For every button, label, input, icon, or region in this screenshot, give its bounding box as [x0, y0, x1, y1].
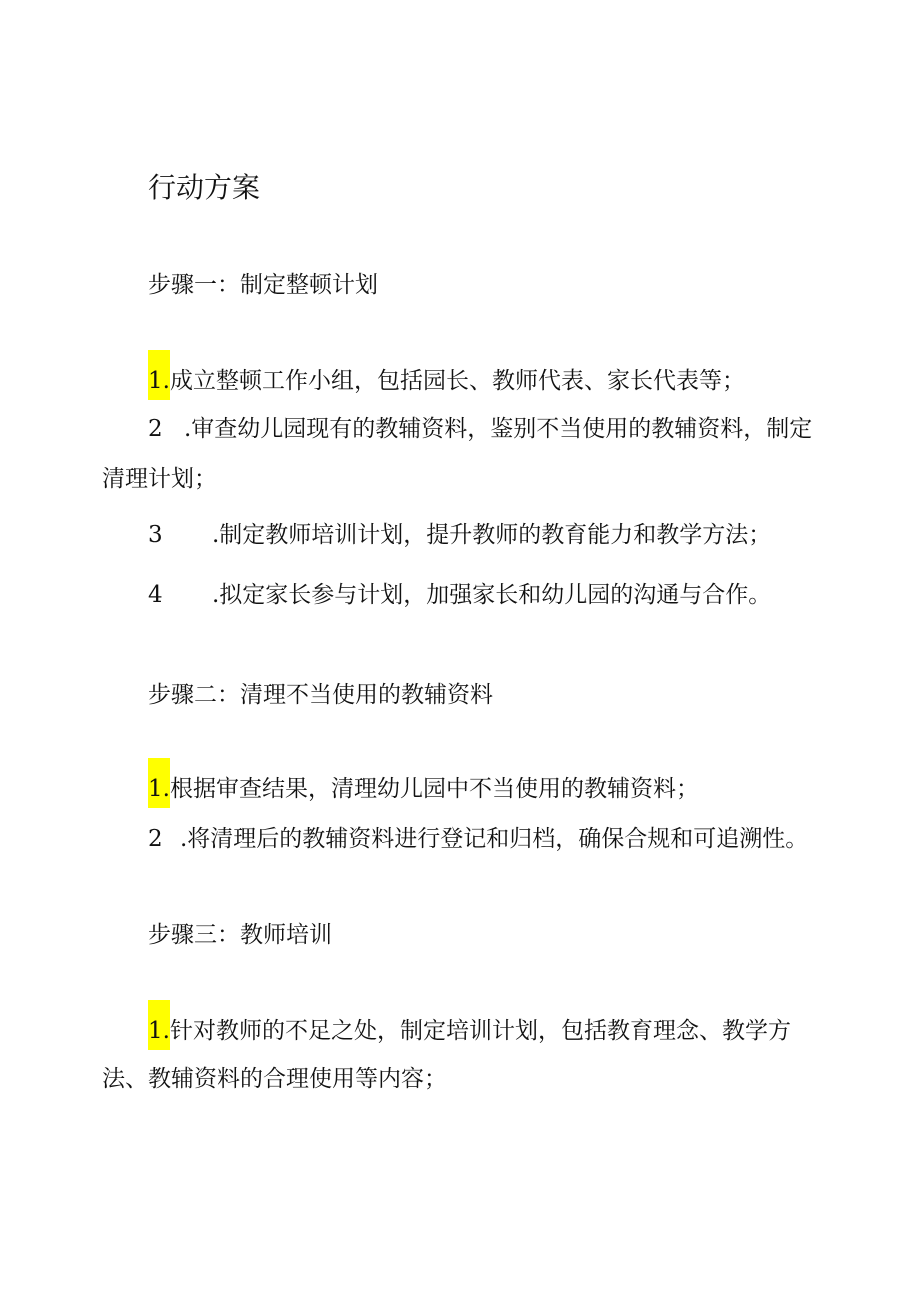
step1-item-1	[148, 364, 745, 398]
item-text: 成立整顿工作小组，包括园长、教师代表、家长代表等；	[169, 368, 745, 394]
step1-item-2-continuation: 清理计划；	[102, 466, 217, 492]
step3-item-1	[148, 1014, 791, 1048]
step3-item-1-continuation: 法、教辅资料的合理使用等内容；	[102, 1066, 447, 1092]
item-number: 2	[148, 416, 163, 442]
step1-item-4	[148, 578, 771, 612]
item-separator: .	[183, 416, 192, 442]
step1-item-2	[148, 412, 812, 446]
item-number: 3	[148, 522, 163, 548]
item-text: 针对教师的不足之处，制定培训计划，包括教育理念、教学方	[169, 1018, 791, 1044]
highlighted-number: 1.	[148, 350, 170, 400]
item-text: 根据审查结果，清理幼儿园中不当使用的教辅资料；	[169, 776, 699, 802]
item-text: 拟定家长参与计划，加强家长和幼儿园的沟通与合作。	[219, 582, 772, 608]
step2-heading: 步骤二：清理不当使用的教辅资料	[148, 682, 493, 708]
item-text: 审查幼儿园现有的教辅资料，鉴别不当使用的教辅资料，制定	[191, 416, 813, 442]
step1-heading: 步骤一：制定整顿计划	[148, 272, 378, 298]
document-title: 行动方案	[148, 171, 261, 204]
highlighted-number: 1.	[148, 758, 170, 808]
highlighted-number: 1.	[148, 1000, 170, 1050]
item-number: 2	[148, 826, 163, 852]
item-number: 4	[148, 582, 163, 608]
item-text: 将清理后的教辅资料进行登记和归档，确保合规和可追溯性。	[187, 826, 809, 852]
item-text: 制定教师培训计划，提升教师的教育能力和教学方法；	[219, 522, 772, 548]
item-separator: .	[211, 582, 220, 608]
item-separator: .	[179, 826, 188, 852]
step2-item-2	[148, 822, 808, 856]
step2-item-1	[148, 772, 699, 806]
step1-item-3	[148, 518, 771, 552]
step3-heading: 步骤三：教师培训	[148, 922, 332, 948]
item-separator: .	[211, 522, 220, 548]
